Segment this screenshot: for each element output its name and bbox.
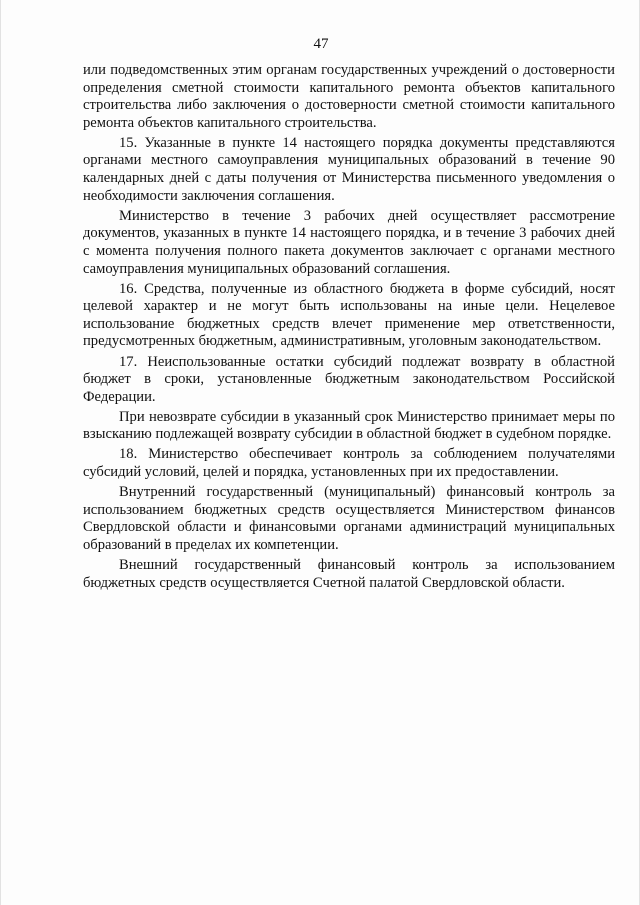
paragraph-review-terms: Министерство в течение 3 рабочих дней осуществляет рассмотрение документов, указанных в пункте 14 настоящего порядка, и в течение 3 рабочих дней с момента получения полного пакета документов заключает с органами местного самоуправления муниципальных образований соглашения. [83,207,615,277]
paragraph-item-18: 18. Министерство обеспечивает контроль за соблюдением получателями субсидий условий, целей и порядка, установленных при их предоставлении. [83,446,615,481]
paragraph-item-17: 17. Неиспользованные остатки субсидий подлежат возврату в областной бюджет в сроки, установленные бюджетным законодательством Российской Федерации. [83,353,615,405]
paragraph-external-control: Внешний государственный финансовый контроль за использованием бюджетных средств осуществляется Счетной палатой Свердловской области. [83,557,615,591]
document-body [83,62,615,595]
paragraph-nonreturn: При невозврате субсидии в указанный срок Министерство принимает меры по взысканию подлежащей возврату субсидии в областной бюджет в судебном порядке. [83,408,615,443]
paragraph-item-15: 15. Указанные в пункте 14 настоящего порядка документы представляются органами местного самоуправления муниципальных образований в течение 90 календарных дней с даты получения от Министерства письменного уведомления о необходимости заключения соглашения. [83,134,615,204]
paragraph-item-16: 16. Средства, полученные из областного бюджета в форме субсидий, носят целевой характер и не могут быть использованы на иные цели. Нецелевое использование бюджетных средств влечет применение мер ответственности, предусмотренных бюджетным, административным, уголовным законодательством. [83,280,615,350]
page-number: 47 [313,36,329,52]
paragraph-internal-control: Внутренний государственный (муниципальный) финансовый контроль за использованием бюджетных средств осуществляется Министерством финансов Свердловской области и финансовыми органами администраций муниципальных образований в пределах их компетенции. [83,484,615,553]
paragraph-continuation: или подведомственных этим органам государственных учреждений о достоверности определения сметной стоимости капитального ремонта объектов капитального строительства либо заключения о достоверности сметной стоимости капитального ремонта объектов капитального строительства. [83,62,615,131]
